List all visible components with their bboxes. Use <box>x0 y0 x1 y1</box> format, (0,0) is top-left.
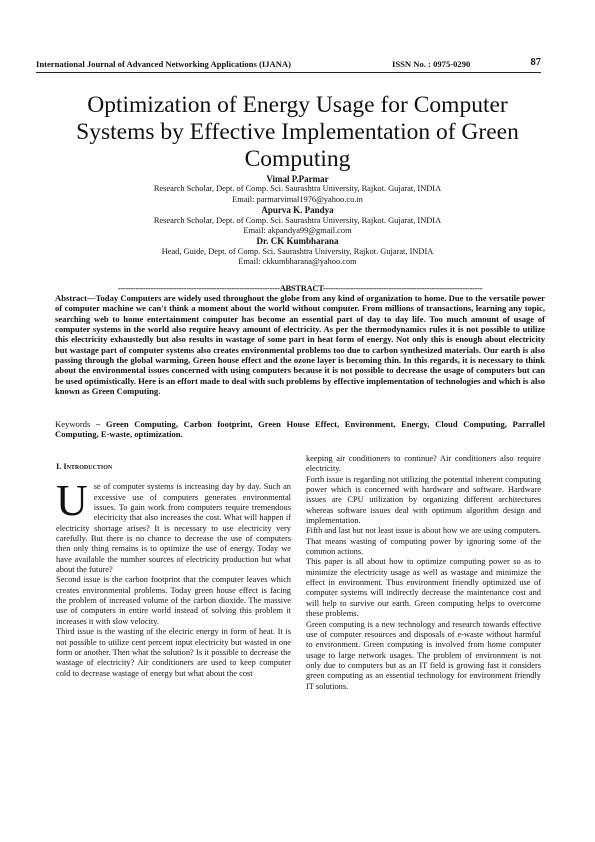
running-header <box>36 57 541 71</box>
paragraph: Fifth and last but not least issue is about how we are using computers. That means wasting of computing power by ignoring some of the common actions. <box>306 526 541 557</box>
paragraph: Second issue is the carbon footprint that the computer leaves which creates environmental problems. Today green house effect is facing the problem of increased volume of the carbon dioxide. The massive use of computers in entire world instead of solving this problem it increases it with slow velocity. <box>56 575 291 626</box>
page-number: 87 <box>530 57 541 68</box>
author-email: Email: ckkumbharana@yahoo.com <box>238 257 357 267</box>
author-affiliation: Head, Guide, Dept. of Comp. Sci. Saurashtra University, Rajkot. Gujarat, INDIA <box>161 246 434 256</box>
keywords-label: Keywords <box>55 419 91 429</box>
section-title: Introduction <box>63 462 113 471</box>
issn-number: ISSN No. : 0975-0290 <box>392 59 471 69</box>
paper-title: Optimization of Energy Usage for Computer Systems by Effective Implementation of Green Computing <box>76 92 519 172</box>
drop-cap: U <box>56 476 88 526</box>
journal-name: International Journal of Advanced Networking Applications (IJANA) <box>36 59 291 69</box>
abstract-text: Abstract—Today Computers are widely used throughout the globe from any kind of organization to home. Due to the versatile power of computer machine we can't think a moment about the world without computer. From millions of transactions, learning any topic, searching web to home entertainment computer has become an essential part of day to day life. Too much amount of usage of computer systems in the world also require heavy amount of electricity. As per the thermodynamics rules it is not possible to utilize this electricity exhaustedly but also results in wastage of some part in heat form of energy. Not only this is enough about electricity but wastage part of computer systems also creates environmental problems too due to carbon synthesized materials. Our earth is also passing through the global warming, Green house effect and the ozone layer is becoming thin. In this regards, it is necessary to think about the environmental issues concerned with using computers because it is not possible to decrease the usage of computers but can be used optimistically. Here is an effort made to deal with such problems by effective implementation of technologies and which is also known as Green Computing. <box>55 293 545 397</box>
keywords-list: – Green Computing, Carbon footprint, Green House Effect, Environment, Energy, Cloud Computing, Parrallel Computing, E-waste, optimization. <box>55 419 545 440</box>
author-name: Dr. CK Kumbharana <box>256 236 339 247</box>
author-email: Email: parmarvimal1976@yahoo.co.in <box>232 194 363 204</box>
author-block <box>50 174 545 268</box>
right-column <box>306 454 541 692</box>
paragraph: Third issue is the wasting of the electric energy in form of heat. It is not possible to utilize cent percent input electricity but wasted in one form or another. Then what the solution? Is it possible to decrease the wastage of electricity? Air conditioners are used to keep computer cold to decrease wastage of energy but what about the cost <box>56 627 291 678</box>
paragraph <box>56 476 291 575</box>
left-column <box>56 462 291 679</box>
keywords-block <box>55 419 545 440</box>
author-name: Vimal P.Parmar <box>266 174 329 184</box>
header-divider <box>36 72 541 73</box>
author-name: Apurva K. Pandya <box>261 205 334 216</box>
paragraph: keeping air conditioners to continue? Air conditioners also require electricity. <box>306 454 541 474</box>
paragraph-text: se of computer systems is increasing day by day. Such an excessive use of computers generates environmental issues. To gain work from computers require tremendous electricity that also increases the cost. What will happen if electricity shortage arises? It is necessary to use electricity very carefully. But there is no chance to decrease the use of computers then only thing remains is to optimize the use of energy. Today we have available the number sources of electricity production but what about the future? <box>56 482 291 575</box>
abstract-divider: ----------------------------------------------------------------ABSTRACT--------------------------------------------------------------- <box>117 283 483 293</box>
section-number: I. <box>56 462 62 471</box>
section-heading <box>56 462 291 472</box>
author-affiliation: Research Scholar, Dept. of Comp. Sci. Saurashtra University, Rajkot. Gujarat, INDIA <box>153 184 442 194</box>
paragraph: Green computing is a new technology and research towards effective use of computer resources and disposals of e-waste without harmful to environment. Green computing is involved from home computer usage to large network usages. The problem of environment is not only due to computers but as an IT field is growing fast it considers green computing as an essential technology for environment friendly IT solutions. <box>306 619 541 691</box>
paragraph: This paper is all about how to optimize computing power so as to minimize the electricity usage as well as wastage and minimize the effect in environment. Thus environment friendly optimized use of computer systems will indirectly decrease the maintenance cost and will help to survive our earth. Green computing helps to overcome these problems. <box>306 557 541 619</box>
author-affiliation: Research Scholar, Dept. of Comp. Sci. Saurashtra University, Rajkot. Gujarat, INDIA <box>153 215 442 225</box>
author-email: Email: akpandya99@gmail.com <box>243 226 352 236</box>
paragraph: Forth issue is regarding not utilizing the potential inherent computing power which is concerned with hardware and software. Hardware issues are CPU utilization by organizing different architectures whereas software issues deal with optimum algorithm design and implementation. <box>306 474 541 526</box>
